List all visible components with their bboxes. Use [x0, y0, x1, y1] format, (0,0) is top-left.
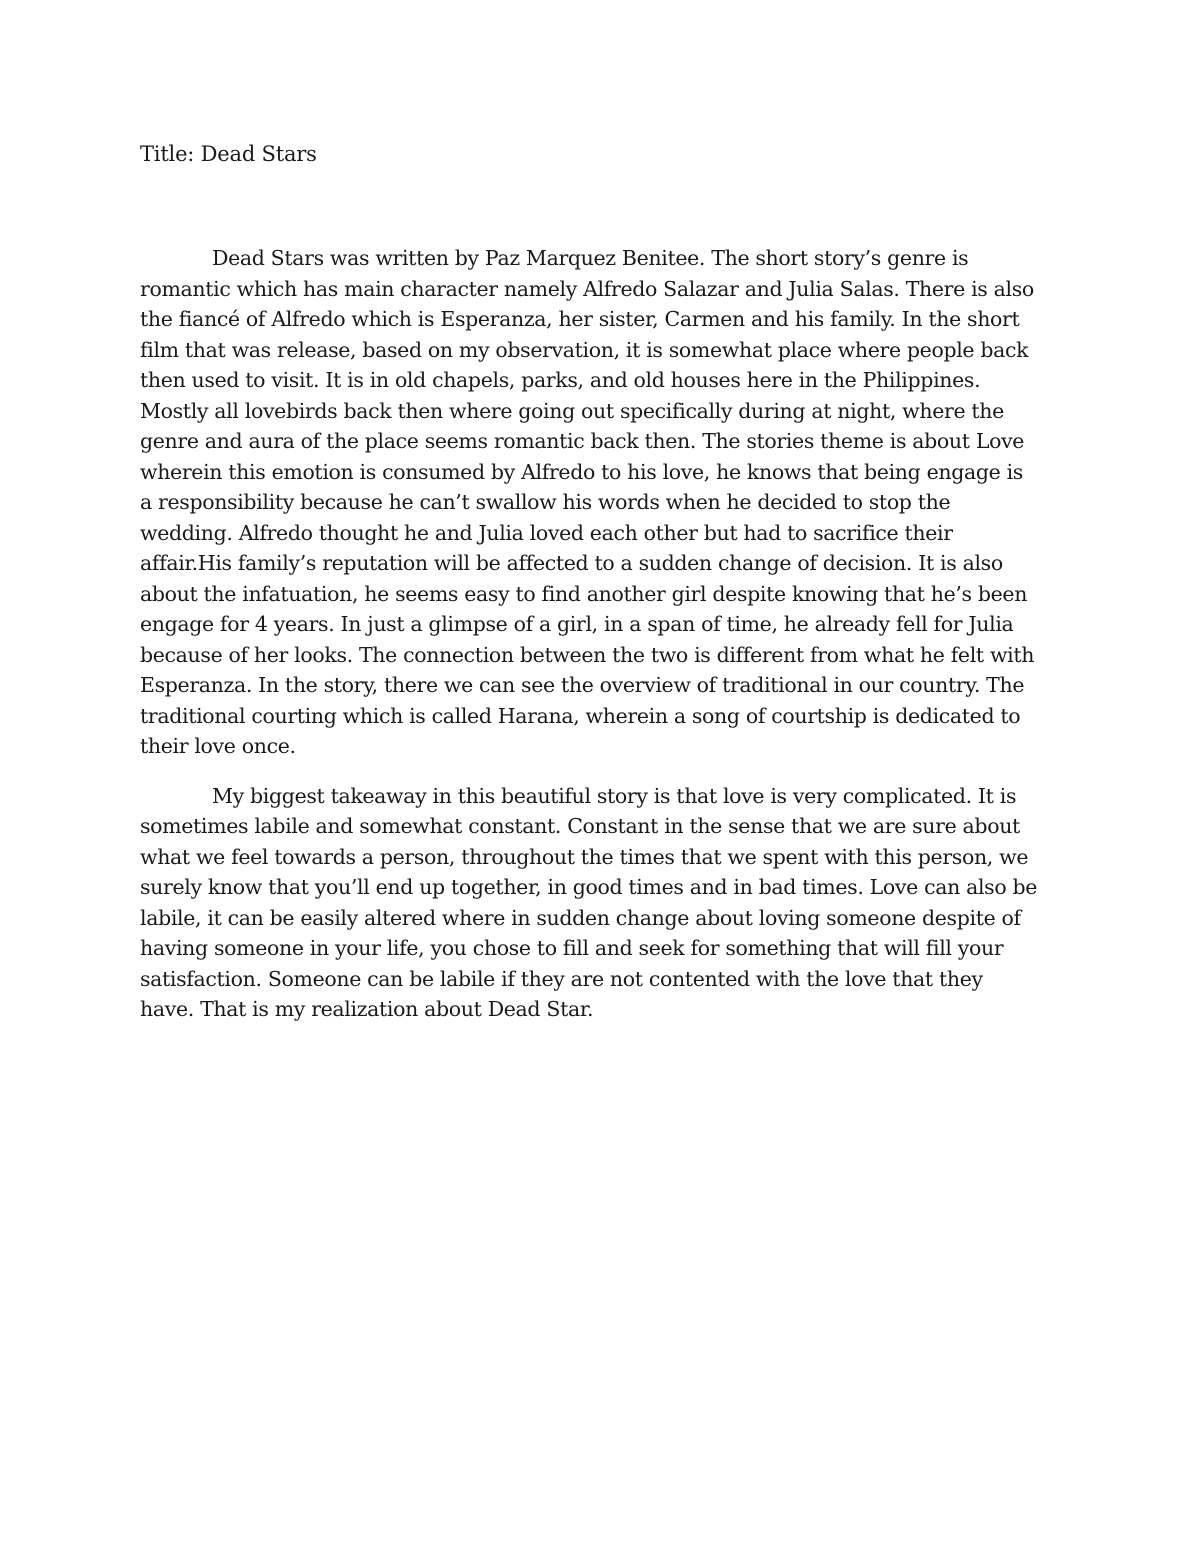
paragraph-line: Mostly all lovebirds back then where going out specifically during at night, where the: [140, 398, 1004, 423]
paragraph-line: romantic which has main character namely Alfredo Salazar and Julia Salas. There is also: [140, 276, 1034, 301]
paragraph-line: the fiancé of Alfredo which is Esperanza, her sister, Carmen and his family. In the short: [140, 307, 1020, 331]
paragraph-line: genre and aura of the place seems romantic back then. The stories theme is about Love: [140, 429, 1025, 453]
paragraph-line: their love once.: [140, 734, 296, 758]
paragraph-line: Esperanza. In the story, there we can see the overview of traditional in our country. The: [140, 673, 1025, 697]
paragraph-line: Dead Stars was written by Paz Marquez Benitee. The short story’s genre is: [212, 246, 969, 270]
paragraph-line: having someone in your life, you chose to fill and seek for something that will fill your: [140, 936, 1004, 960]
paragraph-line: film that was release, based on my observation, it is somewhat place where people back: [140, 337, 1029, 362]
paragraph-line: wherein this emotion is consumed by Alfredo to his love, he knows that being engage is: [140, 459, 1023, 484]
document-title: Title: Dead Stars: [140, 142, 317, 166]
paragraph-line: affair.His family’s reputation will be affected to a sudden change of decision. It is also: [140, 551, 1003, 575]
paragraph-2: [140, 781, 1065, 1025]
paragraph-line: My biggest takeaway in this beautiful story is that love is very complicated. It is: [212, 783, 1017, 808]
paragraph-line: labile, it can be easily altered where in sudden change about loving someone despite of: [140, 905, 1021, 930]
paragraph-line: engage for 4 years. In just a glimpse of a girl, in a span of time, he already fell for Julia: [140, 612, 1014, 636]
paragraph-1: [140, 243, 1065, 762]
document-body: [140, 243, 1065, 1044]
paragraph-line: traditional courting which is called Harana, wherein a song of courtship is dedicated to: [140, 703, 1021, 728]
paragraph-line: surely know that you’ll end up together, in good times and in bad times. Love can also be: [140, 875, 1038, 899]
paragraph-line: have. That is my realization about Dead Star.: [140, 997, 594, 1021]
paragraph-line: because of her looks. The connection between the two is different from what he felt with: [140, 642, 1035, 667]
paragraph-line: a responsibility because he can’t swallow his words when he decided to stop the: [140, 490, 951, 514]
paragraph-line: sometimes labile and somewhat constant. Constant in the sense that we are sure about: [140, 814, 1020, 838]
paragraph-line: satisfaction. Someone can be labile if they are not contented with the love that they: [140, 966, 983, 991]
paragraph-line: about the infatuation, he seems easy to find another girl despite knowing that he’s been: [140, 581, 1028, 606]
paragraph-line: wedding. Alfredo thought he and Julia loved each other but had to sacrifice their: [140, 520, 953, 545]
paragraph-line: then used to visit. It is in old chapels, parks, and old houses here in the Philippines.: [140, 368, 981, 392]
paragraph-line: what we feel towards a person, throughout the times that we spent with this person, we: [140, 844, 1029, 869]
